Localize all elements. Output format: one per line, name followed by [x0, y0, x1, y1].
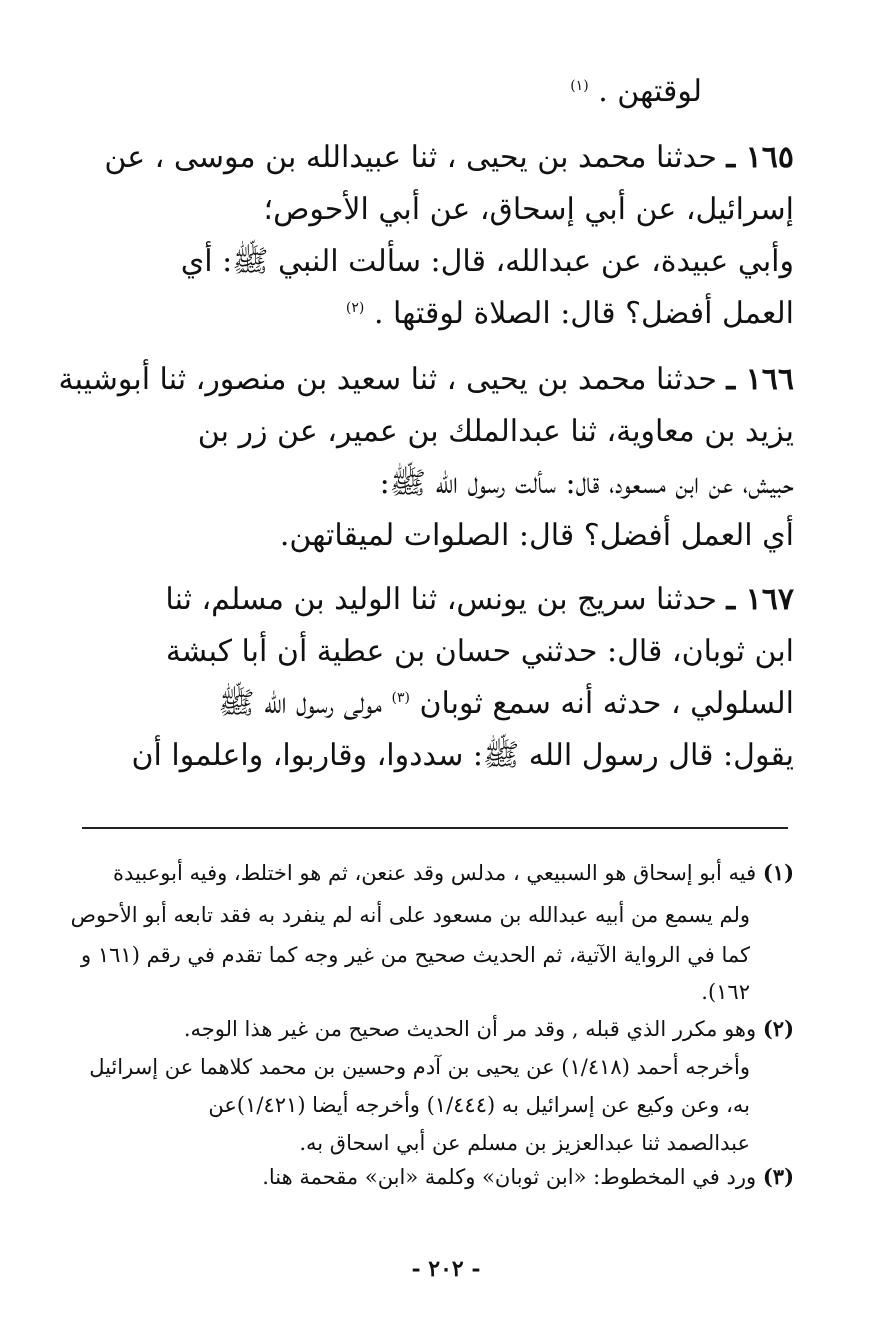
footnote-text: وهو مكرر الذي قبله , وقد مر أن الحديث صحيح من غير هذا الوجه.: [183, 1017, 757, 1041]
hadith-text: مولى رسول الله ﷺ: [218, 686, 382, 721]
footnote-3-line-1: [82, 1162, 794, 1192]
hadith-165-line-4: [74, 294, 794, 334]
hadith-text: حدثنا محمد بن يحيى ، ثنا سعيد بن منصور، ثنا أبوشيبة: [58, 362, 717, 397]
hadith-number: ١٦٥ ـ: [726, 140, 794, 175]
continuation-line: [82, 72, 702, 112]
hadith-167-line-2: ابن ثوبان، قال: حدثني حسان بن عطية أن أبا كبشة: [165, 634, 794, 669]
footnote-1-line-3: كما في الرواية الآتية، ثم الحديث صحيح من غير وجه كما تقدم في رقم (١٦١ و: [81, 943, 750, 967]
hadith-text: حدثنا محمد بن يحيى ، ثنا عبيدالله بن موسى ، عن: [104, 140, 717, 175]
hadith-166-line-1: [58, 360, 794, 400]
hadith-165-line-1: [74, 138, 794, 178]
hadith-text: العمل أفضل؟ قال: الصلاة لوقتها .: [373, 296, 794, 331]
hadith-165-line-3: وأبي عبيدة، عن عبدالله، قال: سألت النبي ﷺ: أي: [180, 244, 794, 279]
hadith-165-line-2: إسرائيل، عن أبي إسحاق، عن أبي الأحوص؛: [263, 192, 794, 227]
footnote-ref: (٣): [391, 690, 410, 706]
footnote-1-line-2: ولم يسمع من أبيه عبدالله بن مسعود على أنه لم ينفرد به فقد تابعه أبو الأحوص: [70, 903, 750, 927]
hadith-number: ١٦٧ ـ: [726, 582, 794, 617]
footnote-ref: (١): [570, 78, 589, 94]
footnote-ref: (٢): [345, 300, 365, 316]
hadith-167-line-1: [74, 580, 794, 620]
hadith-167-line-3: [74, 684, 794, 724]
hadith-text: السلولي ، حدثه أنه سمع ثوبان: [419, 686, 794, 721]
footnote-2-line-2: وأخرجه أحمد (١/٤١٨) عن يحيى بن آدم وحسين بن محمد كلاهما عن إسرائيل: [89, 1055, 750, 1079]
hadith-text: حدثنا سريج بن يونس، ثنا الوليد بن مسلم، ثنا: [165, 582, 717, 617]
hadith-167-line-4: يقول: قال رسول الله ﷺ: سددوا، وقاربوا، واعلموا أن: [131, 738, 794, 773]
hadith-166-line-2: يزيد بن معاوية، ثنا عبدالملك بن عمير، عن زر بن: [197, 414, 794, 449]
footnote-separator: [82, 827, 788, 829]
footnote-2-line-4: عبدالصمد ثنا عبدالعزيز بن مسلم عن أبي اسحاق به.: [299, 1131, 750, 1155]
footnote-2-line-1: [82, 1014, 794, 1044]
footnote-text: فيه أبو إسحاق هو السبيعي ، مدلس وقد عنعن، ثم هو اختلط، وفيه أبوعبيدة: [113, 861, 757, 885]
footnote-1-line-4: ١٦٢).: [701, 980, 750, 1004]
footnote-2-line-3: به، وعن وكيع عن إسرائيل به (١/٤٤٤) وأخرجه أيضا (١/٤٢١)عن: [208, 1093, 750, 1117]
footnote-text: ورد في المخطوط: «ابن ثوبان» وكلمة «ابن» مقحمة هنا.: [262, 1165, 757, 1189]
hadith-166-line-4: أي العمل أفضل؟ قال: الصلوات لميقاتهن.: [279, 518, 794, 553]
footnote-marker: (٢): [762, 1016, 794, 1041]
hadith-number: ١٦٦ ـ: [726, 362, 794, 397]
continuation-text: لوقتهن .: [598, 74, 702, 109]
footnote-marker: (٣): [762, 1164, 794, 1189]
footnote-1-line-1: [82, 858, 794, 888]
hadith-166-line-3: حبيش، عن ابن مسعود، قال: سألت رسول الله ﷺ:: [379, 466, 794, 501]
footnote-marker: (١): [762, 860, 794, 885]
page-number: - ٢٠٢ -: [411, 1256, 481, 1282]
